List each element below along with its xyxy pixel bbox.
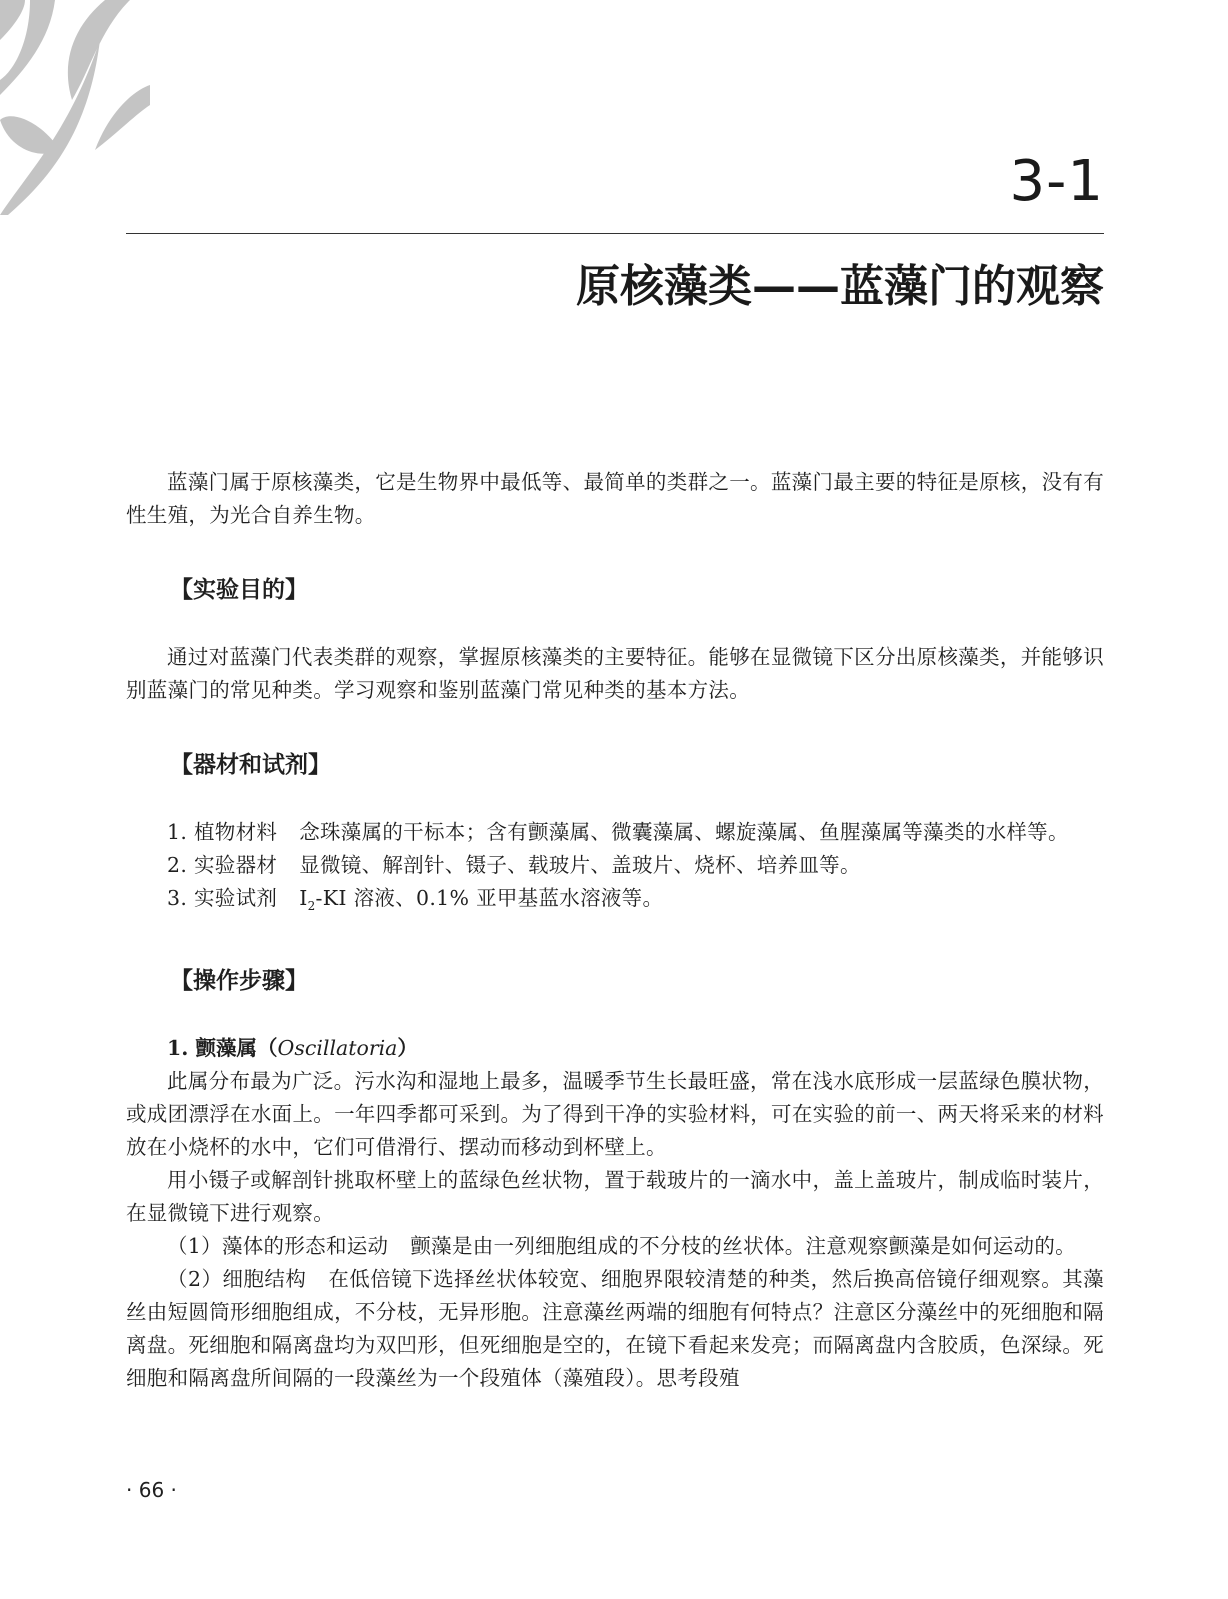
leaf-decoration-icon <box>0 0 150 215</box>
subheading-label: 1. 颤藻属（ <box>167 1036 278 1061</box>
purpose-paragraph: 通过对蓝藻门代表类群的观察，掌握原核藻类的主要特征。能够在显微镜下区分出原核藻类，并能够识别蓝藻门的常见种类。学习观察和鉴别蓝藻门常见种类的基本方法。 <box>126 645 1104 702</box>
item-text: -KI 溶液、0.1% 亚甲基蓝水溶液等。 <box>315 886 664 910</box>
procedure-paragraph: 用小镊子或解剖针挑取杯壁上的蓝绿色丝状物，置于载玻片的一滴水中，盖上盖玻片，制成临时装片，在显微镜下进行观察。 <box>126 1168 1104 1226</box>
latin-name: Oscillatoria <box>277 1036 398 1061</box>
title-divider <box>126 233 1104 234</box>
reagent-symbol: I <box>299 886 308 910</box>
procedure-heading: 【操作步骤】 <box>170 968 308 995</box>
list-item <box>126 882 1104 923</box>
point-text: 颤藻是由一列细胞组成的不分枝的丝状体。注意观察颤藻是如何运动的。 <box>410 1234 1076 1259</box>
chapter-title: 原核藻类——蓝藻门的观察 <box>576 261 1104 312</box>
item-term: 2. 实验器材 <box>167 853 278 877</box>
page-number: · 66 · <box>126 1478 177 1502</box>
list-item <box>126 849 1104 882</box>
procedure-paragraph: 此属分布最为广泛。污水沟和湿地上最多，温暖季节生长最旺盛，常在浅水底形成一层蓝绿色膜状物，或成团漂浮在水面上。一年四季都可采到。为了得到干净的实验材料，可在实验的前一、两天将采来的材料放在小烧杯的水中，它们可借滑行、摆动而移动到杯壁上。 <box>126 1069 1104 1160</box>
chapter-number: 3-1 <box>1009 149 1104 214</box>
point-text: 在低倍镜下选择丝状体较宽、细胞界限较清楚的种类，然后换高倍镜仔细观察。其藻丝由短圆筒形细胞组成，不分枝，无异形胞。注意藻丝两端的细胞有何特点？注意区分藻丝中的死细胞和隔离盘。死细胞和隔离盘均为双凹形，但死细胞是空的，在镜下看起来发亮；而隔离盘内含胶质，色深绿。死细胞和隔离盘所间隔的一段藻丝为一个段殖体（藻殖段）。思考段殖 <box>126 1267 1104 1391</box>
main-content <box>126 466 1104 1395</box>
procedure-point <box>126 1263 1104 1395</box>
point-term: （2）细胞结构 <box>167 1267 307 1292</box>
point-term: （1）藻体的形态和运动 <box>167 1234 389 1259</box>
procedure-subheading <box>126 1032 1104 1065</box>
intro-paragraph: 蓝藻门属于原核藻类，它是生物界中最低等、最简单的类群之一。蓝藻门最主要的特征是原核，没有有性生殖，为光合自养生物。 <box>126 470 1104 527</box>
item-term: 3. 实验试剂 <box>167 886 278 910</box>
item-text: 显微镜、解剖针、镊子、载玻片、盖玻片、烧杯、培养皿等。 <box>299 853 861 877</box>
item-text: 念珠藻属的干标本；含有颤藻属、微囊藻属、螺旋藻属、鱼腥藻属等藻类的水样等。 <box>299 820 1069 844</box>
item-term: 1. 植物材料 <box>167 820 278 844</box>
subheading-close: ） <box>397 1036 418 1061</box>
purpose-heading: 【实验目的】 <box>170 577 308 603</box>
materials-heading: 【器材和试剂】 <box>170 752 331 778</box>
procedure-point <box>126 1230 1104 1263</box>
reagent-subscript: 2 <box>307 899 316 914</box>
list-item <box>126 816 1104 849</box>
